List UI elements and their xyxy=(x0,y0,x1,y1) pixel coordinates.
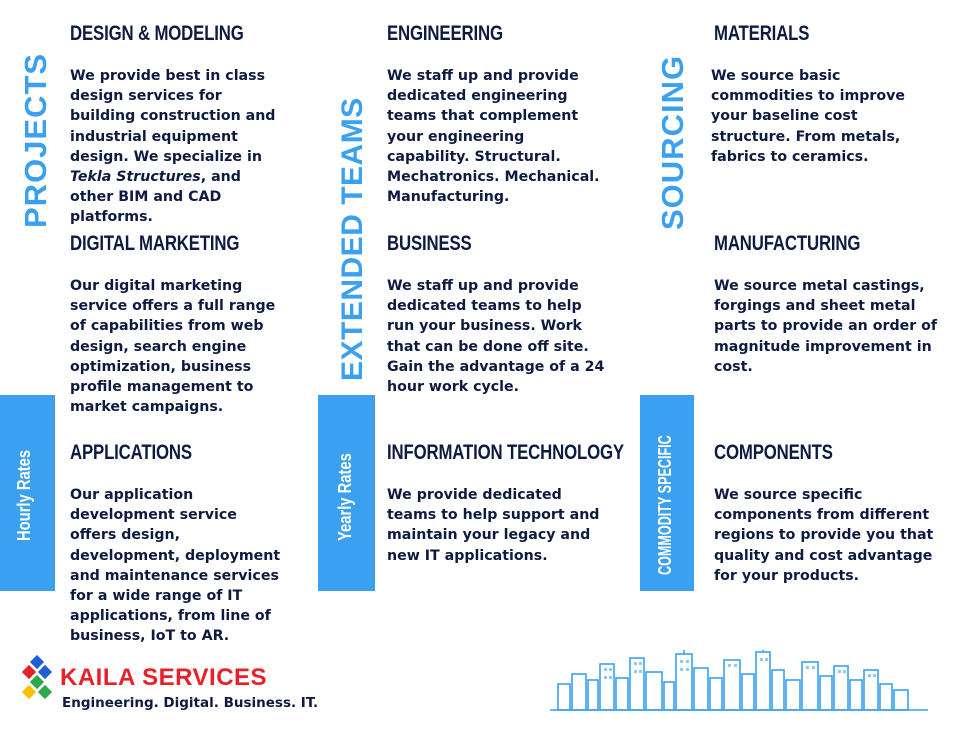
body-emphasis: Tekla Structures xyxy=(70,169,201,186)
section-body xyxy=(70,66,285,228)
band-commodity-specific xyxy=(640,395,694,591)
section-body: We staff up and provide dedicated engineering teams that complement your engineering capability. Structural. Mechatronics. Mechanical. Manufacturing. xyxy=(387,68,600,206)
band-hourly-rates xyxy=(0,395,55,591)
vertical-title-extended-teams: EXTENDED TEAMS xyxy=(336,97,369,381)
section-title: ENGINEERING xyxy=(387,22,503,45)
diamond-squares-logo-icon xyxy=(22,655,58,703)
section-title: MATERIALS xyxy=(714,22,810,45)
band-label-commodity-specific: COMMODITY SPECIFIC xyxy=(655,435,675,575)
section-body: We provide dedicated teams to help support and maintain your legacy and new IT applications. xyxy=(387,487,600,564)
section-body: We staff up and provide dedicated teams to help run your business. Work that can be done off site. Gain the advantage of a 24 hour work cycle. xyxy=(387,278,605,396)
section-title: DESIGN & MODELING xyxy=(70,22,244,45)
section-title: APPLICATIONS xyxy=(70,441,192,464)
brand-name: KAILA SERVICES xyxy=(60,664,268,691)
section-components xyxy=(714,441,946,586)
section-body: We source basic commodities to improve your baseline cost structure. From metals, fabrics to ceramics. xyxy=(711,68,906,165)
section-title: DIGITAL MARKETING xyxy=(70,232,240,255)
vertical-title-sourcing: SOURCING xyxy=(655,54,690,230)
section-applications xyxy=(70,441,285,647)
brand-tagline: Engineering. Digital. Business. IT. xyxy=(62,695,319,711)
city-skyline-icon xyxy=(550,650,930,712)
section-materials xyxy=(711,22,941,167)
section-information-technology xyxy=(387,441,624,566)
section-body: We source specific components from different regions to provide you that quality and cost advantage for your products. xyxy=(714,487,934,584)
section-title: BUSINESS xyxy=(387,232,472,255)
section-design-modeling xyxy=(70,22,285,228)
section-body: Our digital marketing service offers a full range of capabilities from web design, search engine optimization, business profile management to market campaigns. xyxy=(70,278,276,416)
section-body: Our application development service offers design, development, deployment and maintenance services for a wide range of IT applications, from line of business, IoT to AR. xyxy=(70,487,281,645)
section-manufacturing xyxy=(714,232,944,377)
body-text: We provide best in class design services for building construction and industrial equipment design. We specialize in xyxy=(70,68,276,165)
section-title: COMPONENTS xyxy=(714,441,833,464)
section-title: INFORMATION TECHNOLOGY xyxy=(387,441,624,464)
section-title: MANUFACTURING xyxy=(714,232,861,255)
body-text: , and other BIM and CAD platforms. xyxy=(70,169,241,226)
band-label-hourly-rates: Hourly Rates xyxy=(14,449,34,541)
section-engineering xyxy=(387,22,609,207)
section-business xyxy=(387,232,609,397)
section-body: We source metal castings, forgings and sheet metal parts to provide an order of magnitude improvement in cost. xyxy=(714,278,938,375)
band-label-yearly-rates: Yearly Rates xyxy=(335,453,355,541)
vertical-title-projects: PROJECTS xyxy=(18,52,53,228)
section-digital-marketing xyxy=(70,232,285,417)
band-yearly-rates xyxy=(318,395,375,591)
